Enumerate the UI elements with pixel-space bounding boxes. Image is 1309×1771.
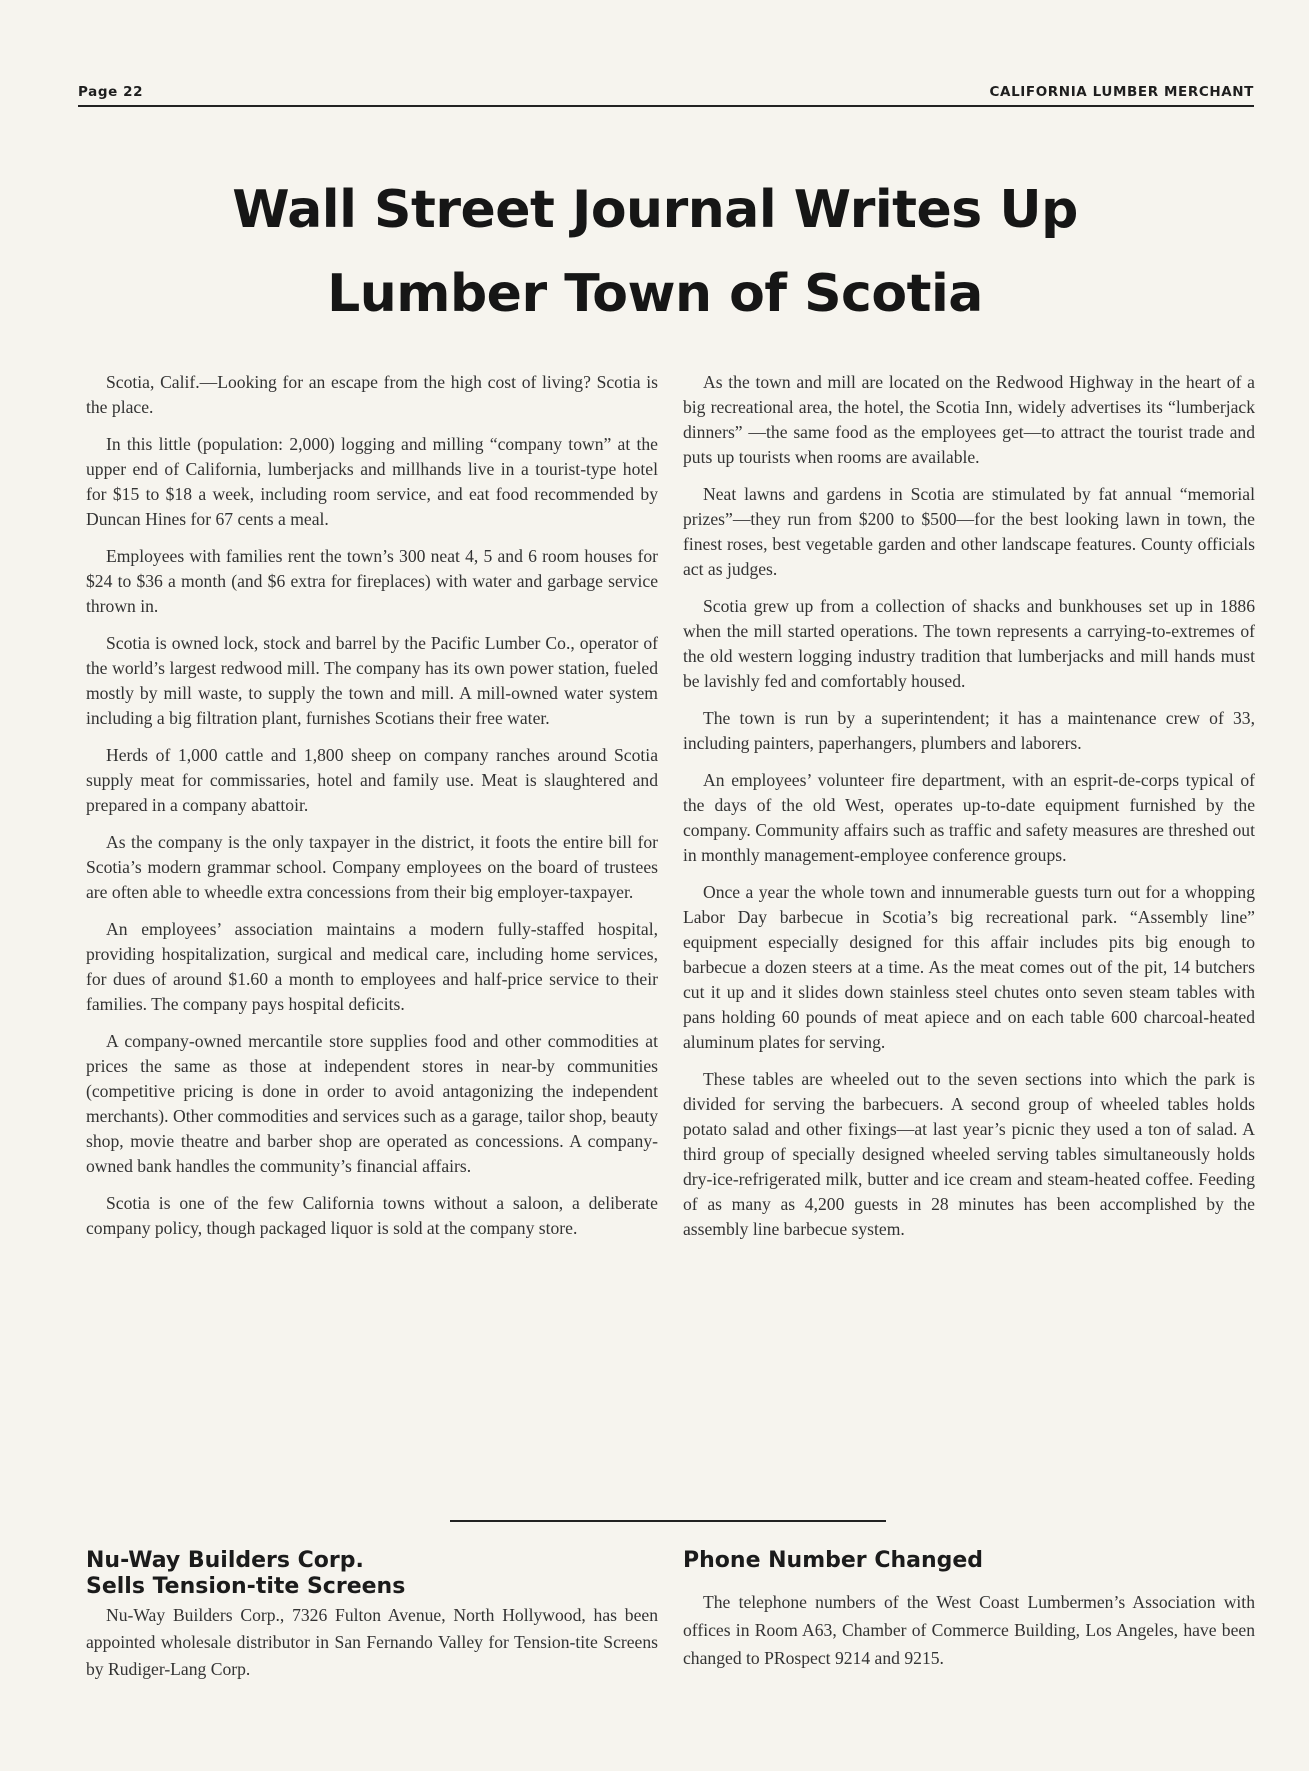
headline-line-1: Wall Street Journal Writes Up: [232, 180, 1078, 240]
brief-body: Nu-Way Builders Corp., 7326 Fulton Avenue, North Hollywood, has been appointed wholesale distributor in San Fernando Valley for Tension-tite Screens by Rudiger-Lang Corp.: [86, 1605, 658, 1679]
brief-title: Phone Number Changed: [683, 1548, 984, 1573]
article-paragraph: Scotia, Calif.—Looking for an escape from the high cost of living? Scotia is the place.: [86, 372, 658, 417]
article-paragraph: Once a year the whole town and innumerable guests turn out for a whopping Labor Day barbecue in Scotia’s big recreational park. “Assembly line” equipment especially designed for this affair includes pits big enough to barbecue a dozen steers at a time. As the meat comes out of the pit, 14 butchers cut it up and it slides down stainless steel chutes onto seven steam tables with pans holding 60 pounds of meat apiece and on each table 600 charcoal-heated aluminum plates for serving.: [683, 882, 1255, 1052]
article-paragraph: Scotia is one of the few California towns without a saloon, a deliberate company policy, though packaged liquor is sold at the company store.: [86, 1193, 658, 1238]
article-paragraph: Scotia grew up from a collection of shacks and bunkhouses set up in 1886 when the mill started operations. The town represents a carrying-to-extremes of the old western logging industry tradition that lumberjacks and mill hands must be lavishly fed and comfortably housed.: [683, 596, 1255, 691]
article-paragraph: An employees’ association maintains a modern fully-staffed hospital, providing hospitalization, surgical and medical care, including home services, for dues of around $1.60 a month to employees and half-price service to their families. The company pays hospital deficits.: [86, 919, 658, 1014]
page-number: Page 22: [78, 84, 144, 100]
article-paragraph: A company-owned mercantile store supplies food and other commodities at prices the same as those at independent stores in near-by communities (competitive pricing is done in order to avoid antagonizing the independent merchants). Other commodities and services such as a garage, tailor shop, beauty shop, movie theatre and barber shop are operated as concessions. A company-owned bank handles the community’s financial affairs.: [86, 1031, 658, 1176]
article-paragraph: Scotia is owned lock, stock and barrel by the Pacific Lumber Co., operator of the world’s largest redwood mill. The company has its own power station, fueled mostly by mill waste, to supply the town and mill. A mill-owned water system including a big filtration plant, furnishes Scotians their free water.: [86, 633, 658, 728]
article-paragraph: Herds of 1,000 cattle and 1,800 sheep on company ranches around Scotia supply meat for commissaries, hotel and family use. Meat is slaughtered and prepared in a company abattoir.: [86, 745, 658, 815]
brief-title: [86, 1548, 658, 1600]
article-paragraph: As the company is the only taxpayer in the district, it foots the entire bill for Scotia’s modern grammar school. Company employees on the board of trustees are often able to wheedle extra concessions from their big employer-taxpayer.: [86, 832, 658, 902]
article-paragraph: As the town and mill are located on the Redwood Highway in the heart of a big recreational area, the hotel, the Scotia Inn, widely advertises its “lumberjack dinners” —the same food as the employees get—to attract the tourist trade and puts up tourists when rooms are available.: [683, 372, 1255, 467]
article-column-left: [86, 370, 658, 1253]
article-paragraph: The town is run by a superintendent; it has a maintenance crew of 33, including painters, paperhangers, plumbers and laborers.: [683, 708, 1255, 753]
brief-body: The telephone numbers of the West Coast Lumbermen’s Association with offices in Room A63, Chamber of Commerce Building, Los Angeles, have been changed to PRospect 9214 and 9215.: [683, 1592, 1255, 1668]
article-paragraph: In this little (population: 2,000) logging and milling “company town” at the upper end of California, lumberjacks and millhands live in a tourist-type hotel for $15 to $18 a week, including room service, and eat food recommended by Duncan Hines for 67 cents a meal.: [86, 434, 658, 529]
article-paragraph: Employees with families rent the town’s 300 neat 4, 5 and 6 room houses for $24 to $36 a month (and $6 extra for fireplaces) with water and garbage service thrown in.: [86, 546, 658, 616]
brief-nu-way: [86, 1548, 658, 1683]
article-paragraph: An employees’ volunteer fire department, with an esprit-de-corps typical of the days of the old West, operates up-to-date equipment furnished by the company. Community affairs such as traffic and safety measures are threshed out in monthly management-employee conference groups.: [683, 770, 1255, 865]
article-column-right: [683, 370, 1255, 1254]
section-divider: [450, 1520, 886, 1522]
header-rule: [78, 105, 1254, 107]
brief-phone-number: [683, 1548, 1255, 1672]
headline-line-2: Lumber Town of Scotia: [327, 264, 983, 324]
article-paragraph: Neat lawns and gardens in Scotia are stimulated by fat annual “memorial prizes”—they run from $200 to $500—for the best looking lawn in town, the finest roses, best vegetable garden and other landscape features. County officials act as judges.: [683, 484, 1255, 579]
article-headline: [150, 168, 1160, 336]
brief-title-line-1: Nu-Way Builders Corp.: [86, 1548, 364, 1573]
brief-title-line-2: Sells Tension-tite Screens: [86, 1574, 406, 1599]
magazine-title: CALIFORNIA LUMBER MERCHANT: [989, 84, 1254, 100]
article-paragraph: These tables are wheeled out to the seven sections into which the park is divided for serving the barbecuers. A second group of wheeled tables holds potato salad and other fixings—at last year’s picnic they used a ton of salad. A third group of specially designed wheeled serving tables simultaneously holds dry-ice-refrigerated milk, butter and ice cream and steam-heated coffee. Feeding of as many as 4,200 guests in 28 minutes has been accomplished by the assembly line barbecue system.: [683, 1069, 1255, 1239]
